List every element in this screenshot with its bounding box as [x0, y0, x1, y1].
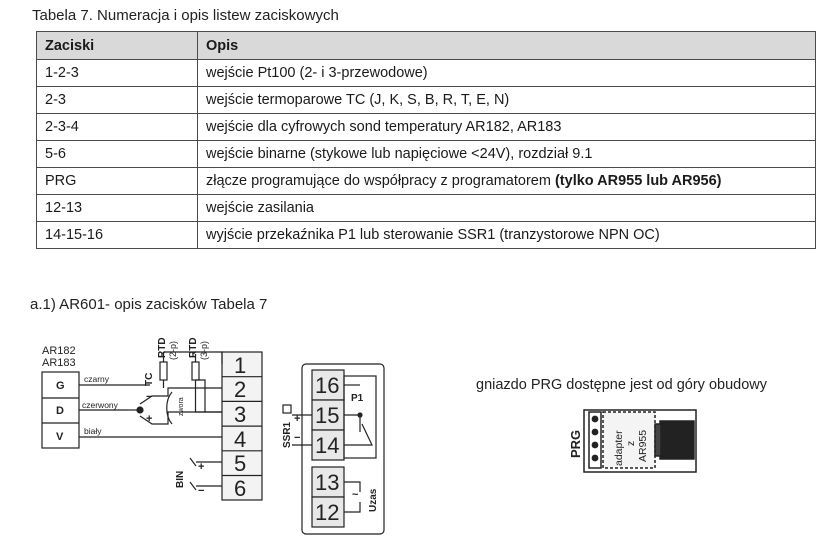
terminal-number: 4 [234, 427, 247, 452]
table-row [37, 222, 816, 249]
bin-label: BIN [175, 470, 186, 488]
sensor-pin-g: G [56, 380, 65, 392]
adapter-text-line: AR955 [637, 429, 649, 462]
relay-label: P1 [351, 393, 364, 404]
terminal-number: 6 [234, 476, 247, 501]
wire-color-czarny: czarny [84, 374, 110, 384]
terminal-number: 1 [234, 353, 247, 378]
description-cell: wyjście przekaźnika P1 lub sterowanie SSR1 (tranzystorowe NPN OC) [198, 222, 816, 249]
table-row [37, 141, 816, 168]
terminal-cell: PRG [37, 168, 198, 195]
terminal-number: 16 [315, 373, 340, 398]
zwora-label: zwora [178, 397, 185, 416]
sensor-pin-d: D [56, 405, 64, 417]
terminal-number: 2 [234, 377, 247, 402]
rtd-2p-resistor [160, 362, 167, 380]
description-cell: wejście termoparowe TC (J, K, S, B, R, T, E, N) [198, 87, 816, 114]
rtd-3p-resistor [192, 362, 199, 380]
terminal-number: 14 [315, 433, 340, 458]
column-header-terminals: Zaciski [37, 32, 198, 60]
terminal-number: 5 [234, 451, 247, 476]
description-bold-text: (tylko AR955 lub AR956) [554, 173, 722, 189]
adapter-plug [660, 421, 694, 459]
terminal-number: 15 [315, 403, 340, 428]
description-text: złącze programujące do współpracy z programatorem [206, 173, 555, 189]
diagram-subtitle: a.1) AR601- opis zacisków Tabela 7 [30, 296, 268, 313]
uzas-tilde-sign: ~ [352, 489, 359, 501]
table-row [37, 168, 816, 195]
table-header-row [37, 32, 816, 60]
wire-color-czerwony: czerwony [82, 400, 118, 410]
wiring-diagram [0, 320, 840, 538]
table-caption: Tabela 7. Numeracja i opis listew zaciskowych [32, 7, 339, 24]
rtd-2p-label: RTD [157, 337, 168, 358]
column-header-description: Opis [198, 32, 816, 60]
adapter-text-line: z [625, 440, 637, 446]
description-cell: wejście binarne (stykowe lub napięciowe <24V), rozdział 9.1 [198, 141, 816, 168]
rtd-3p-sub-label: (3-p) [199, 340, 209, 360]
sensor-pin-v: V [56, 431, 64, 443]
description-cell: wejście zasilania [198, 195, 816, 222]
terminal-number: 3 [234, 402, 247, 427]
adapter-text-line: adapter [613, 430, 625, 466]
terminal-table [36, 31, 816, 249]
bin-plus-sign: + [198, 461, 205, 473]
description-cell: wejście Pt100 (2- i 3-przewodowe) [198, 60, 816, 87]
table-row [37, 114, 816, 141]
rtd-3p-label: RTD [188, 337, 199, 358]
description-cell: wejście dla cyfrowych sond temperatury AR182, AR183 [198, 114, 816, 141]
terminal-cell: 12-13 [37, 195, 198, 222]
terminal-cell: 14-15-16 [37, 222, 198, 249]
prg-label: PRG [568, 429, 583, 458]
terminal-cell: 5-6 [37, 141, 198, 168]
ssr-plus-sign: + [294, 413, 301, 425]
table-row [37, 87, 816, 114]
ssr-label: SSR1 [282, 421, 293, 448]
tc-minus-sign: − [146, 391, 153, 403]
terminal-cell: 2-3-4 [37, 114, 198, 141]
table-row [37, 195, 816, 222]
ssr-minus-sign: − [294, 432, 301, 444]
description-cell [198, 168, 816, 195]
tc-label: TC [144, 372, 155, 386]
terminal-cell: 1-2-3 [37, 60, 198, 87]
terminal-number: 12 [315, 500, 340, 525]
terminal-cell: 2-3 [37, 87, 198, 114]
sensor-model-ar183: AR183 [42, 357, 76, 369]
rtd-2p-sub-label: (2-p) [168, 340, 178, 360]
uzas-label: Uzas [368, 488, 379, 512]
table-row [37, 60, 816, 87]
sensor-model-ar182: AR182 [42, 345, 76, 357]
terminal-number: 13 [315, 470, 340, 495]
wire-color-bialy: biały [84, 426, 102, 436]
tc-plus-sign: + [146, 413, 153, 425]
prg-note: gniazdo PRG dostępne jest od góry obudowy [476, 377, 767, 393]
bin-minus-sign: − [198, 485, 205, 497]
